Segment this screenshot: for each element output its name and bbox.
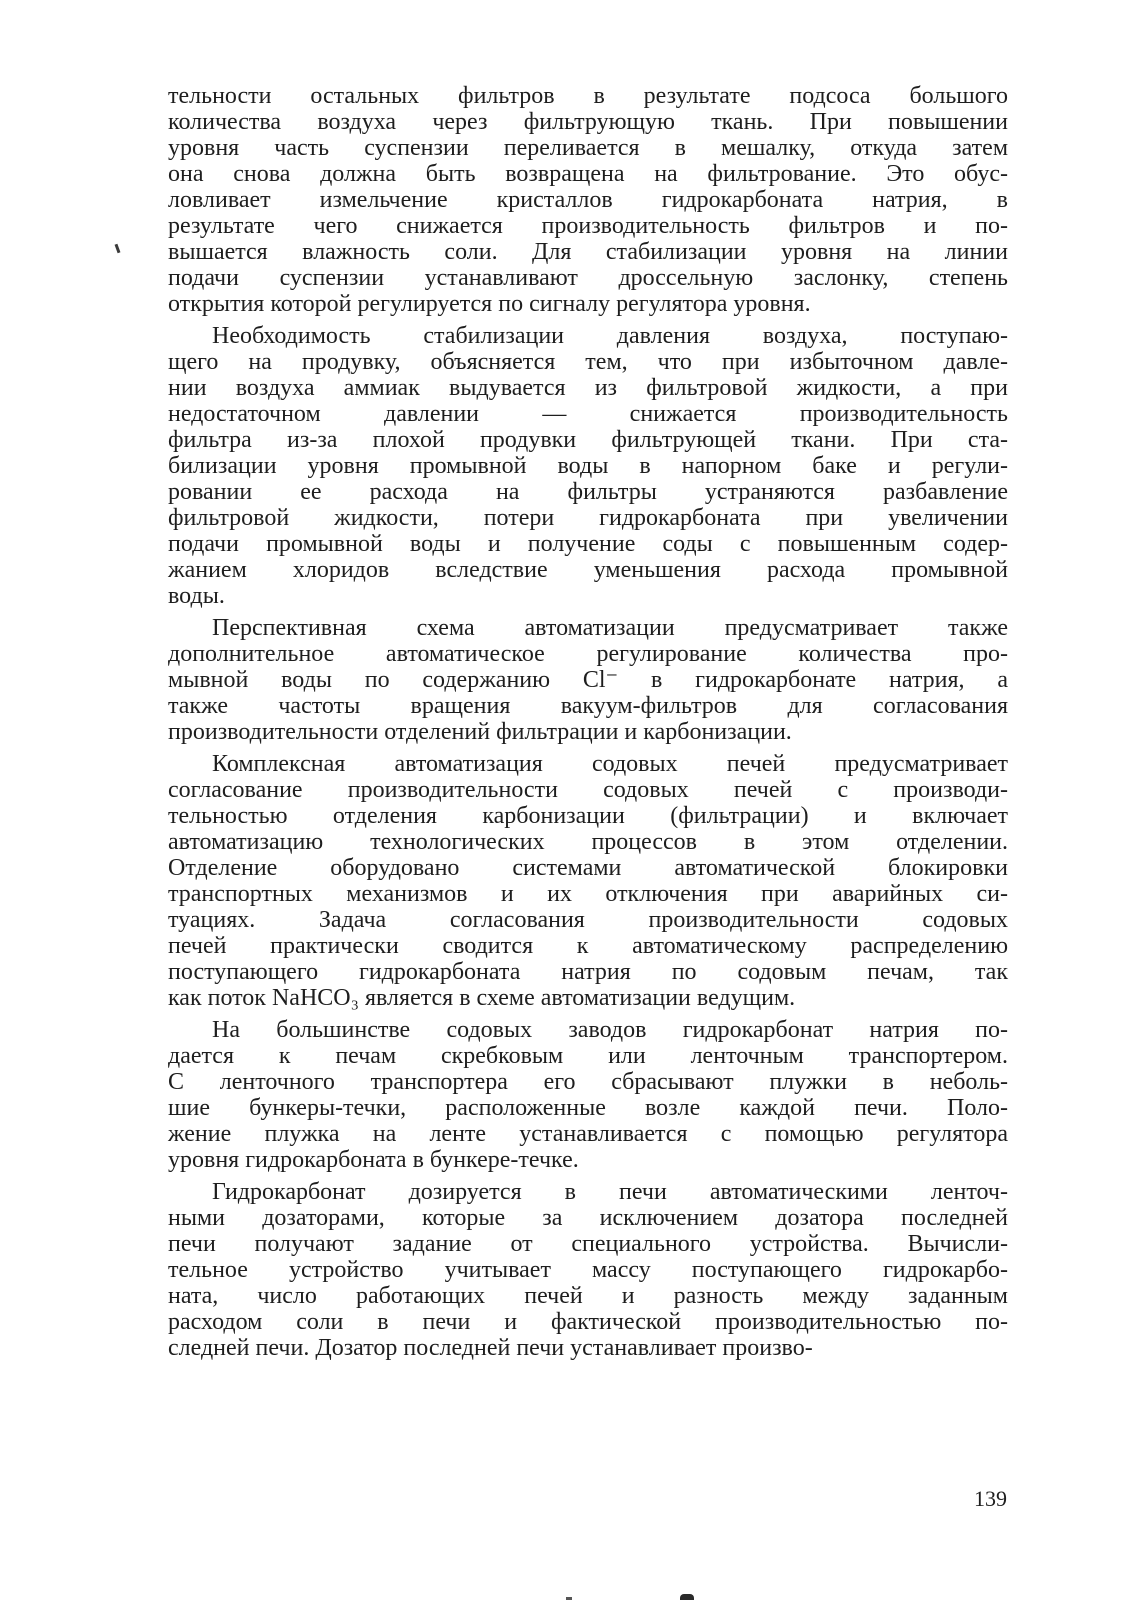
text-line: транспортных механизмов и их отключения при аварийных си-	[168, 881, 1008, 907]
text-line: как поток NaHCO₃ является в схеме автоматизации ведущим.	[168, 985, 796, 1011]
text-line: тельностью отделения карбонизации (фильтрации) и включает	[168, 803, 1008, 829]
bottom-scan-mark	[680, 1594, 694, 1600]
text-line: С ленточного транспортера его сбрасывают плужки в неболь-	[168, 1069, 1008, 1095]
text-line: дополнительное автоматическое регулирование количества про-	[168, 641, 1008, 667]
paragraph	[168, 615, 1008, 745]
page-number: 139	[974, 1486, 1007, 1511]
text-line: производительности отделений фильтрации и карбонизации.	[168, 719, 792, 745]
text-line: нии воздуха аммиак выдувается из фильтровой жидкости, а при	[168, 375, 1008, 401]
text-line: Перспективная схема автоматизации предусматривает также	[212, 615, 1008, 641]
text-line: тельное устройство учитывает массу поступающего гидрокарбо-	[168, 1257, 1008, 1283]
text-line: автоматизацию технологических процессов в этом отделении.	[168, 829, 1008, 855]
text-line: Необходимость стабилизации давления воздуха, поступаю-	[212, 323, 1008, 349]
text-line: Комплексная автоматизация содовых печей предусматривает	[212, 751, 1008, 777]
text-line: следней печи. Дозатор последней печи устанавливает произво-	[168, 1335, 813, 1361]
text-line: подачи суспензии устанавливают дроссельную заслонку, степень	[168, 265, 1008, 291]
text-line: согласование производительности содовых печей с производи-	[168, 777, 1008, 803]
text-line: поступающего гидрокарбоната натрия по содовым печам, так	[168, 959, 1008, 985]
paragraph	[168, 323, 1008, 609]
text-line: жанием хлоридов вследствие уменьшения расхода промывной	[168, 557, 1008, 583]
text-line: она снова должна быть возвращена на фильтрование. Это обус-	[168, 161, 1008, 187]
text-line: фильтра из-за плохой продувки фильтрующей ткани. При ста-	[168, 427, 1008, 453]
text-line: также частоты вращения вакуум-фильтров для согласования	[168, 693, 1008, 719]
text-line: дается к печам скребковым или ленточным транспортером.	[168, 1043, 1008, 1069]
text-line: На большинстве содовых заводов гидрокарбонат натрия по-	[212, 1017, 1008, 1043]
paragraph	[168, 1179, 1008, 1361]
text-line: подачи промывной воды и получение соды с повышенным содер-	[168, 531, 1008, 557]
paragraph	[168, 83, 1008, 317]
text-line: вышается влажность соли. Для стабилизации уровня на линии	[168, 239, 1008, 265]
text-line: недостаточном давлении — снижается производительность	[168, 401, 1008, 427]
text-line: жение плужка на ленте устанавливается с помощью регулятора	[168, 1121, 1008, 1147]
text-line: печи получают задание от специального устройства. Вычисли-	[168, 1231, 1008, 1257]
text-line: Гидрокарбонат дозируется в печи автоматическими ленточ-	[212, 1179, 1008, 1205]
paragraph	[168, 751, 1008, 1011]
text-line: уровня гидрокарбоната в бункере-течке.	[168, 1147, 579, 1173]
text-line: шие бункеры-течки, расположенные возле каждой печи. Поло-	[168, 1095, 1008, 1121]
text-line: печей практически сводится к автоматическому распределению	[168, 933, 1008, 959]
text-line: туациях. Задача согласования производительности содовых	[168, 907, 1008, 933]
text-line: Отделение оборудовано системами автоматической блокировки	[168, 855, 1008, 881]
text-line: ната, число работающих печей и разность между заданным	[168, 1283, 1008, 1309]
paragraph	[168, 1017, 1008, 1173]
text-line: воды.	[168, 583, 225, 609]
text-line: мывной воды по содержанию Cl⁻ в гидрокарбонате натрия, а	[168, 667, 1008, 693]
body-text	[168, 83, 1008, 1361]
text-line: ными дозаторами, которые за исключением дозатора последней	[168, 1205, 1008, 1231]
text-line: ровании ее расхода на фильтры устраняются разбавление	[168, 479, 1008, 505]
text-line: результате чего снижается производительность фильтров и по-	[168, 213, 1008, 239]
text-line: количества воздуха через фильтрующую ткань. При повышении	[168, 109, 1008, 135]
text-line: открытия которой регулируется по сигналу регулятора уровня.	[168, 291, 811, 317]
text-line: расходом соли в печи и фактической производительностью по-	[168, 1309, 1008, 1335]
text-line: тельности остальных фильтров в результате подсоса большого	[168, 83, 1008, 109]
stray-print-mark	[115, 244, 121, 253]
text-line: билизации уровня промывной воды в напорном баке и регули-	[168, 453, 1008, 479]
text-line: щего на продувку, объясняется тем, что при избыточном давле-	[168, 349, 1008, 375]
text-line: фильтровой жидкости, потери гидрокарбоната при увеличении	[168, 505, 1008, 531]
text-line: уровня часть суспензии переливается в мешалку, откуда затем	[168, 135, 1008, 161]
text-line: ловливает измельчение кристаллов гидрокарбоната натрия, в	[168, 187, 1008, 213]
